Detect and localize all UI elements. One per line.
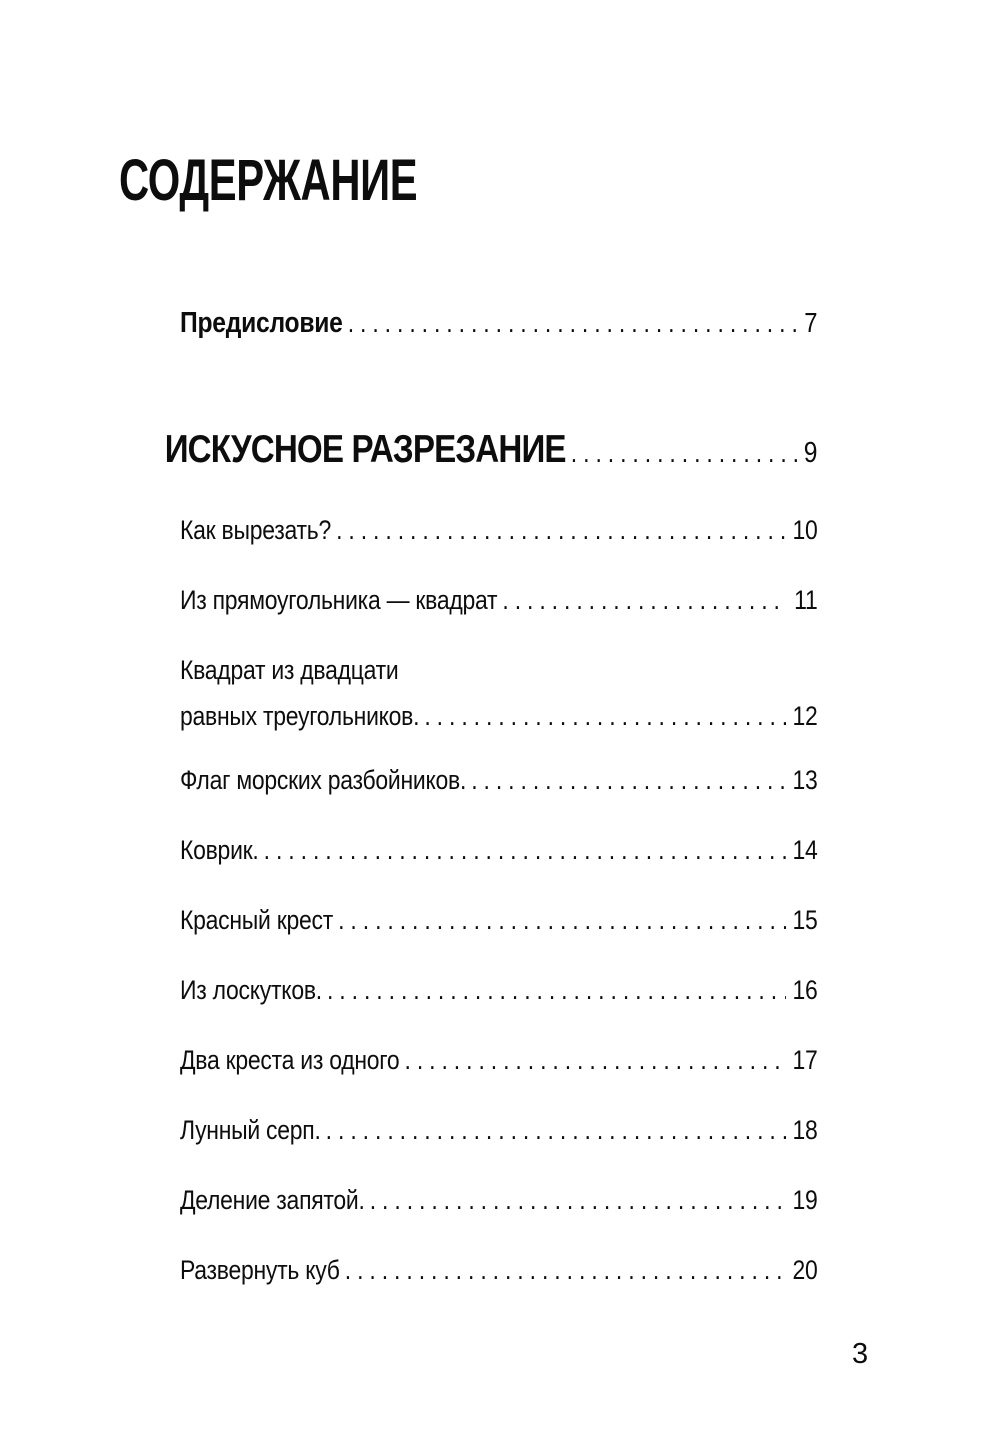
dot-leader bbox=[327, 967, 786, 1013]
dot-leader bbox=[264, 827, 786, 873]
toc-entry bbox=[180, 507, 818, 553]
toc-entry-page: 19 bbox=[792, 1185, 818, 1215]
toc-entry-label: Из лоскутков. bbox=[180, 975, 322, 1005]
dot-leader bbox=[471, 757, 785, 803]
toc-entry bbox=[180, 897, 818, 943]
toc-section-label: ИСКУСНОЕ РАЗРЕЗАНИЕ bbox=[164, 428, 566, 471]
toc-section-row bbox=[165, 424, 818, 479]
toc-entry-label: Из прямоугольника — квадрат bbox=[180, 585, 498, 615]
toc-preface-label: Предисловие bbox=[180, 307, 343, 339]
toc-entry bbox=[180, 577, 818, 623]
toc-entry-page: 12 bbox=[792, 701, 818, 731]
toc-entry-page: 16 bbox=[792, 975, 818, 1005]
toc-entry bbox=[180, 757, 818, 803]
toc-entry-list bbox=[180, 507, 818, 1293]
toc-entry-label: Коврик. bbox=[180, 835, 259, 865]
toc-entry-label: Лунный серп. bbox=[180, 1115, 321, 1145]
page-title-text: СОДЕРЖАНИЕ bbox=[119, 147, 418, 213]
toc-entry-label: Деление запятой. bbox=[180, 1185, 365, 1215]
toc-entry-page: 15 bbox=[792, 905, 818, 935]
toc-preface-row bbox=[180, 302, 818, 344]
toc-entry bbox=[180, 827, 818, 873]
toc-entry-page: 13 bbox=[792, 765, 818, 795]
toc-entry-page: 11 bbox=[794, 585, 818, 615]
dot-leader bbox=[502, 577, 787, 623]
toc-section-page: 9 bbox=[803, 437, 818, 469]
toc-entry-label: Два креста из одного bbox=[180, 1045, 400, 1075]
toc-entry-label: Флаг морских разбойников. bbox=[180, 765, 467, 795]
dot-leader bbox=[404, 1037, 785, 1083]
toc-entry-page: 14 bbox=[792, 835, 818, 865]
dot-leader bbox=[424, 693, 785, 739]
dot-leader bbox=[338, 897, 786, 943]
dot-leader bbox=[370, 1177, 786, 1223]
dot-leader bbox=[348, 302, 798, 344]
toc-entry bbox=[180, 1247, 818, 1293]
toc-entry-label: Развернуть куб bbox=[180, 1255, 340, 1285]
toc-entry-label-line1: Квадрат из двадцати bbox=[180, 655, 399, 685]
toc-entry bbox=[180, 1177, 818, 1223]
toc-entry-label: Как вырезать? bbox=[180, 515, 331, 545]
toc-entry-page: 20 bbox=[792, 1255, 818, 1285]
dot-leader bbox=[345, 1247, 786, 1293]
toc-entry bbox=[180, 647, 818, 739]
table-of-contents bbox=[164, 0, 818, 1317]
toc-entry bbox=[180, 967, 818, 1013]
dot-leader bbox=[336, 507, 786, 553]
toc-preface-page: 7 bbox=[804, 307, 818, 338]
toc-entry-label-line2: равных треугольников. bbox=[180, 701, 420, 731]
folio-page-number: 3 bbox=[852, 1338, 869, 1370]
toc-entry-label: Красный крест bbox=[180, 905, 333, 935]
toc-entry bbox=[180, 1107, 818, 1153]
toc-entry-page: 10 bbox=[792, 515, 818, 545]
toc-entry-page: 17 bbox=[792, 1045, 818, 1075]
toc-entry bbox=[180, 1037, 818, 1083]
dot-leader bbox=[571, 427, 797, 479]
dot-leader bbox=[326, 1107, 786, 1153]
toc-entry-page: 18 bbox=[792, 1115, 818, 1145]
